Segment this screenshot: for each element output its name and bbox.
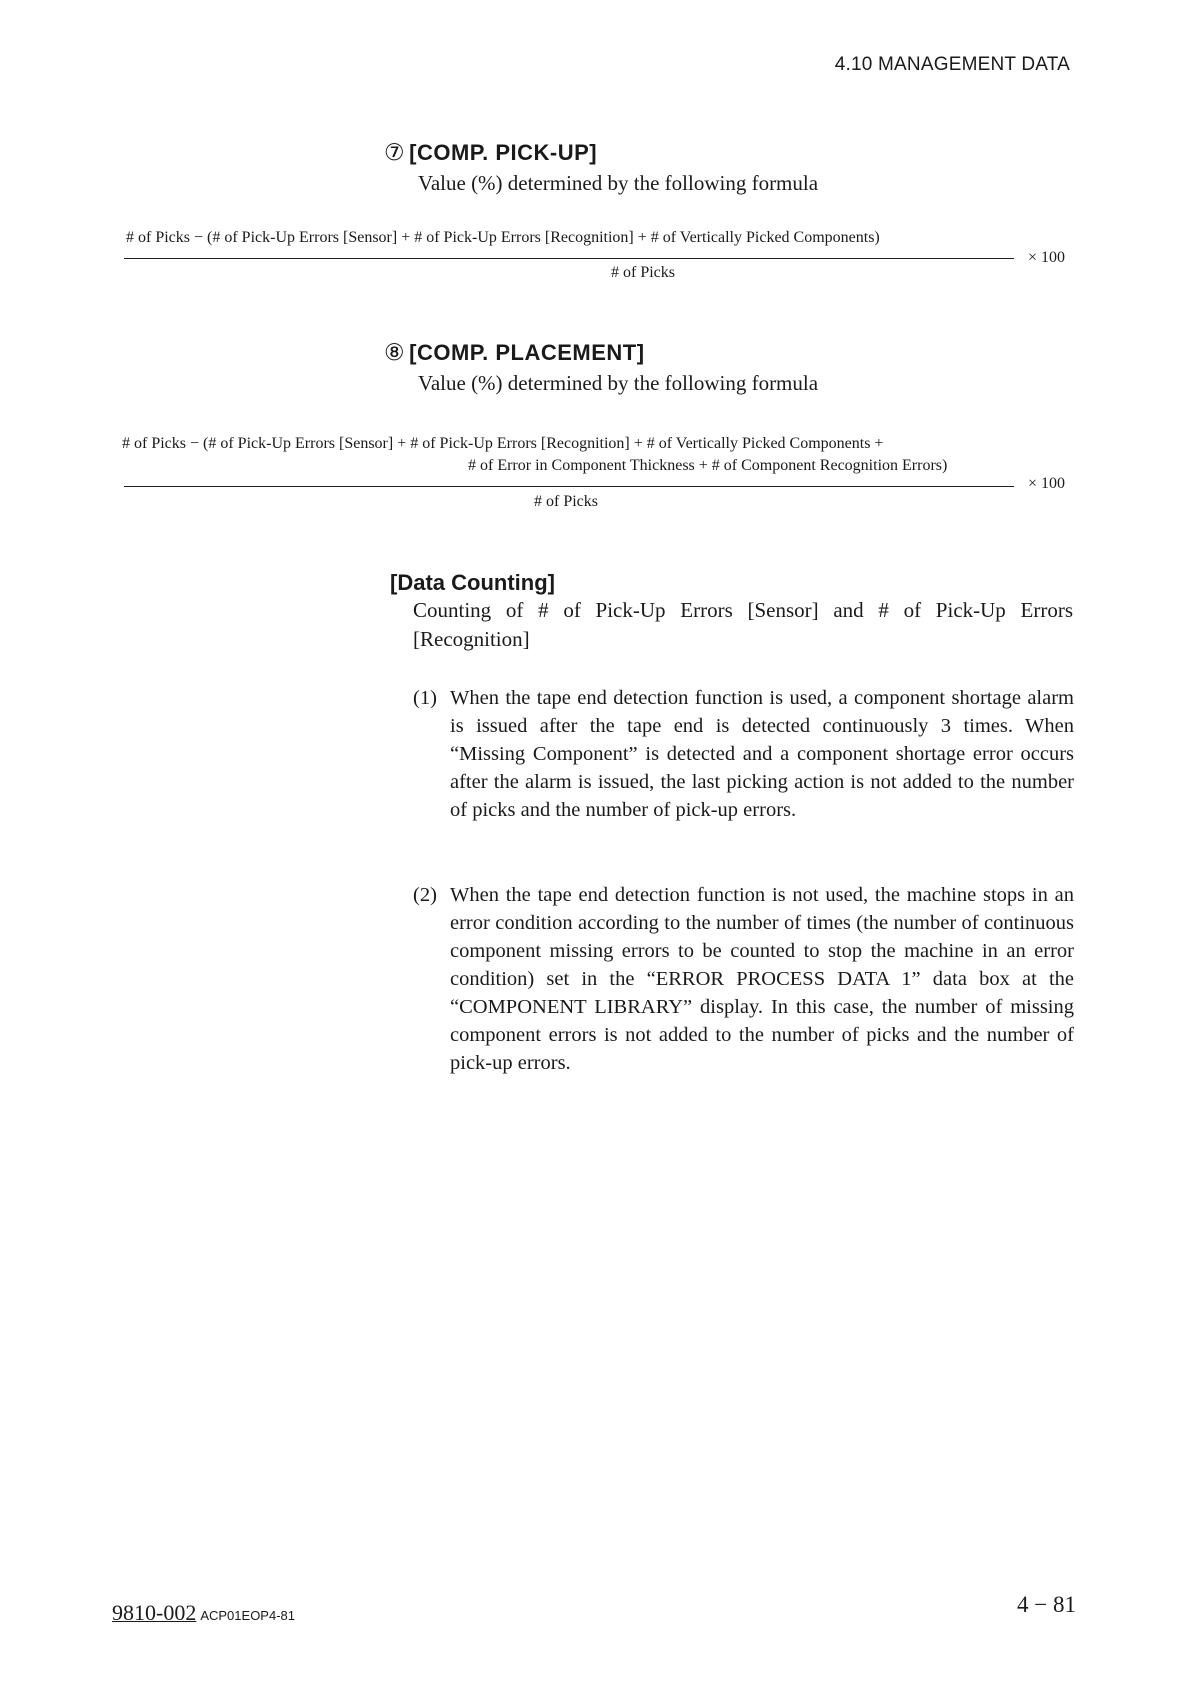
list-item-text: When the tape end detection function is used, a component shortage alarm is issued after the tape end is detected continuously 3 times. When “Missing Component” is detected and a component shortage error occurs after the alarm is issued, the last picking action is not added to the number of picks and the number of pick-up errors. xyxy=(450,687,1074,821)
placement-formula-numerator-line1: # of Picks − (# of Pick-Up Errors [Sensor] + # of Pick-Up Errors [Recognition] + # of Vertically Picked Components + xyxy=(122,435,884,452)
pickup-multiplier: × 100 xyxy=(1028,249,1066,266)
circled-seven-marker: ⑦ xyxy=(384,140,406,166)
pickup-fraction-bar xyxy=(124,258,1014,259)
data-counting-intro: Counting of # of Pick-Up Errors [Sensor] and # of Pick-Up Errors [Recognition] xyxy=(413,598,1073,651)
pickup-formula-numerator: # of Picks − (# of Pick-Up Errors [Sensor] + # of Pick-Up Errors [Recognition] + # of Vertically Picked Components) xyxy=(126,229,880,246)
pickup-title: [COMP. PICK-UP] xyxy=(409,140,598,165)
placement-title: [COMP. PLACEMENT] xyxy=(409,340,645,365)
data-counting-heading: [Data Counting] xyxy=(390,570,555,595)
pickup-heading xyxy=(384,140,597,166)
placement-formula-denominator: # of Picks xyxy=(534,493,598,510)
placement-heading xyxy=(384,340,645,366)
circled-eight-marker: ⑧ xyxy=(384,340,406,366)
document-number: 9810-002 xyxy=(112,1600,197,1625)
pickup-formula-denominator: # of Picks xyxy=(611,264,675,281)
placement-subtitle: Value (%) determined by the following formula xyxy=(418,371,819,395)
placement-formula-numerator-line2: # of Error in Component Thickness + # of Component Recognition Errors) xyxy=(468,457,948,474)
list-item-number: (2) xyxy=(413,884,437,906)
document-code: ACP01EOP4-81 xyxy=(200,1608,295,1623)
page-number: 4 − 81 xyxy=(1017,1592,1076,1617)
footer-document-id xyxy=(112,1600,295,1626)
placement-multiplier: × 100 xyxy=(1028,475,1066,492)
pickup-subtitle: Value (%) determined by the following formula xyxy=(418,171,819,195)
list-item-text: When the tape end detection function is not used, the machine stops in an error condition according to the number of times (the number of continuous component missing errors to be counted to stop the machine in an error condition) set in the “ERROR PROCESS DATA 1” data box at the “COMPONENT LIBRARY” display. In this case, the number of missing component errors is not added to the number of picks and the number of pick-up errors. xyxy=(450,884,1074,1074)
list-item-number: (1) xyxy=(413,687,437,709)
running-header: 4.10 MANAGEMENT DATA xyxy=(834,54,1070,75)
placement-fraction-bar xyxy=(124,486,1014,487)
